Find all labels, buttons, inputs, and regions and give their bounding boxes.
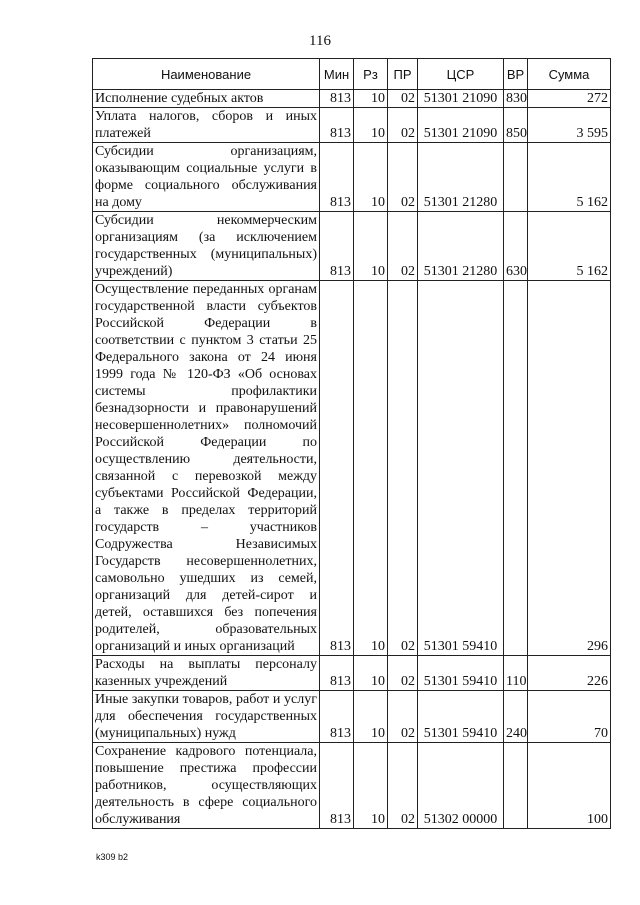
row-rz: 10 <box>354 281 388 656</box>
row-rz: 10 <box>354 90 388 108</box>
row-csr: 51301 59410 <box>418 281 504 656</box>
row-rz: 10 <box>354 212 388 281</box>
row-csr: 51301 59410 <box>418 656 504 691</box>
row-csr: 51301 21090 <box>418 108 504 143</box>
table-row <box>93 143 611 212</box>
row-pr: 02 <box>388 143 418 212</box>
row-vr: 850 <box>504 108 528 143</box>
row-name: Субсидии организациям, оказывающим социальные услуги в форме социального обслуживания на дому <box>93 143 320 212</box>
row-rz: 10 <box>354 691 388 743</box>
row-name: Осуществление переданных органам государственной власти субъектов Российской Федерации в соответствии с пунктом 3 статьи 25 Федерального закона от 24 июня 1999 года № 120-ФЗ «Об основах системы профилактики безнадзорности и правонарушений несовершеннолетних» полномочий Российской Федерации по осуществлению деятельности, связанной с перевозкой между субъектами Российской Федерации, а также в пределах территорий государств – участников Содружества Независимых Государств несовершеннолетних, самовольно ушедших из семей, организаций для детей-сирот и детей, оставшихся без попечения родителей, образовательных организаций и иных организаций <box>93 281 320 656</box>
row-rz: 10 <box>354 108 388 143</box>
row-sum: 70 <box>528 691 611 743</box>
header-min: Мин <box>320 59 354 90</box>
row-sum: 3 595 <box>528 108 611 143</box>
budget-table <box>92 58 611 829</box>
row-vr <box>504 143 528 212</box>
table-row <box>93 281 611 656</box>
row-sum: 5 162 <box>528 212 611 281</box>
row-vr <box>504 281 528 656</box>
row-min: 813 <box>320 90 354 108</box>
row-min: 813 <box>320 143 354 212</box>
header-csr: ЦСР <box>418 59 504 90</box>
header-vr: ВР <box>504 59 528 90</box>
row-vr: 240 <box>504 691 528 743</box>
row-min: 813 <box>320 691 354 743</box>
row-name: Расходы на выплаты персоналу казенных учреждений <box>93 656 320 691</box>
row-sum: 296 <box>528 281 611 656</box>
row-vr: 830 <box>504 90 528 108</box>
row-min: 813 <box>320 656 354 691</box>
row-name: Сохранение кадрового потенциала, повышение престижа профессии работников, осуществляющих деятельность в сфере социального обслуживания <box>93 743 320 829</box>
row-rz: 10 <box>354 143 388 212</box>
row-name: Уплата налогов, сборов и иных платежей <box>93 108 320 143</box>
row-min: 813 <box>320 743 354 829</box>
row-sum: 100 <box>528 743 611 829</box>
row-sum: 272 <box>528 90 611 108</box>
row-pr: 02 <box>388 281 418 656</box>
row-csr: 51302 00000 <box>418 743 504 829</box>
table-row <box>93 108 611 143</box>
footer-code: k309 b2 <box>96 852 129 862</box>
row-min: 813 <box>320 281 354 656</box>
row-pr: 02 <box>388 212 418 281</box>
row-csr: 51301 21090 <box>418 90 504 108</box>
row-vr: 630 <box>504 212 528 281</box>
row-vr <box>504 743 528 829</box>
row-pr: 02 <box>388 691 418 743</box>
table-row <box>93 743 611 829</box>
header-name: Наименование <box>93 59 320 90</box>
row-rz: 10 <box>354 743 388 829</box>
row-pr: 02 <box>388 90 418 108</box>
row-pr: 02 <box>388 656 418 691</box>
page-number: 116 <box>309 33 331 49</box>
table-row <box>93 212 611 281</box>
header-rz: Рз <box>354 59 388 90</box>
header-sum: Сумма <box>528 59 611 90</box>
table-row <box>93 691 611 743</box>
row-name: Исполнение судебных актов <box>93 90 320 108</box>
row-name: Иные закупки товаров, работ и услуг для обеспечения государственных (муниципальных) нужд <box>93 691 320 743</box>
row-min: 813 <box>320 108 354 143</box>
row-sum: 226 <box>528 656 611 691</box>
row-pr: 02 <box>388 743 418 829</box>
row-sum: 5 162 <box>528 143 611 212</box>
header-pr: ПР <box>388 59 418 90</box>
row-name: Субсидии некоммерческим организациям (за исключением государственных (муниципальных) учреждений) <box>93 212 320 281</box>
table-header-row <box>93 59 611 90</box>
table-row <box>93 656 611 691</box>
row-csr: 51301 21280 <box>418 212 504 281</box>
row-pr: 02 <box>388 108 418 143</box>
row-vr: 110 <box>504 656 528 691</box>
row-csr: 51301 21280 <box>418 143 504 212</box>
row-rz: 10 <box>354 656 388 691</box>
table-row <box>93 90 611 108</box>
row-min: 813 <box>320 212 354 281</box>
row-csr: 51301 59410 <box>418 691 504 743</box>
